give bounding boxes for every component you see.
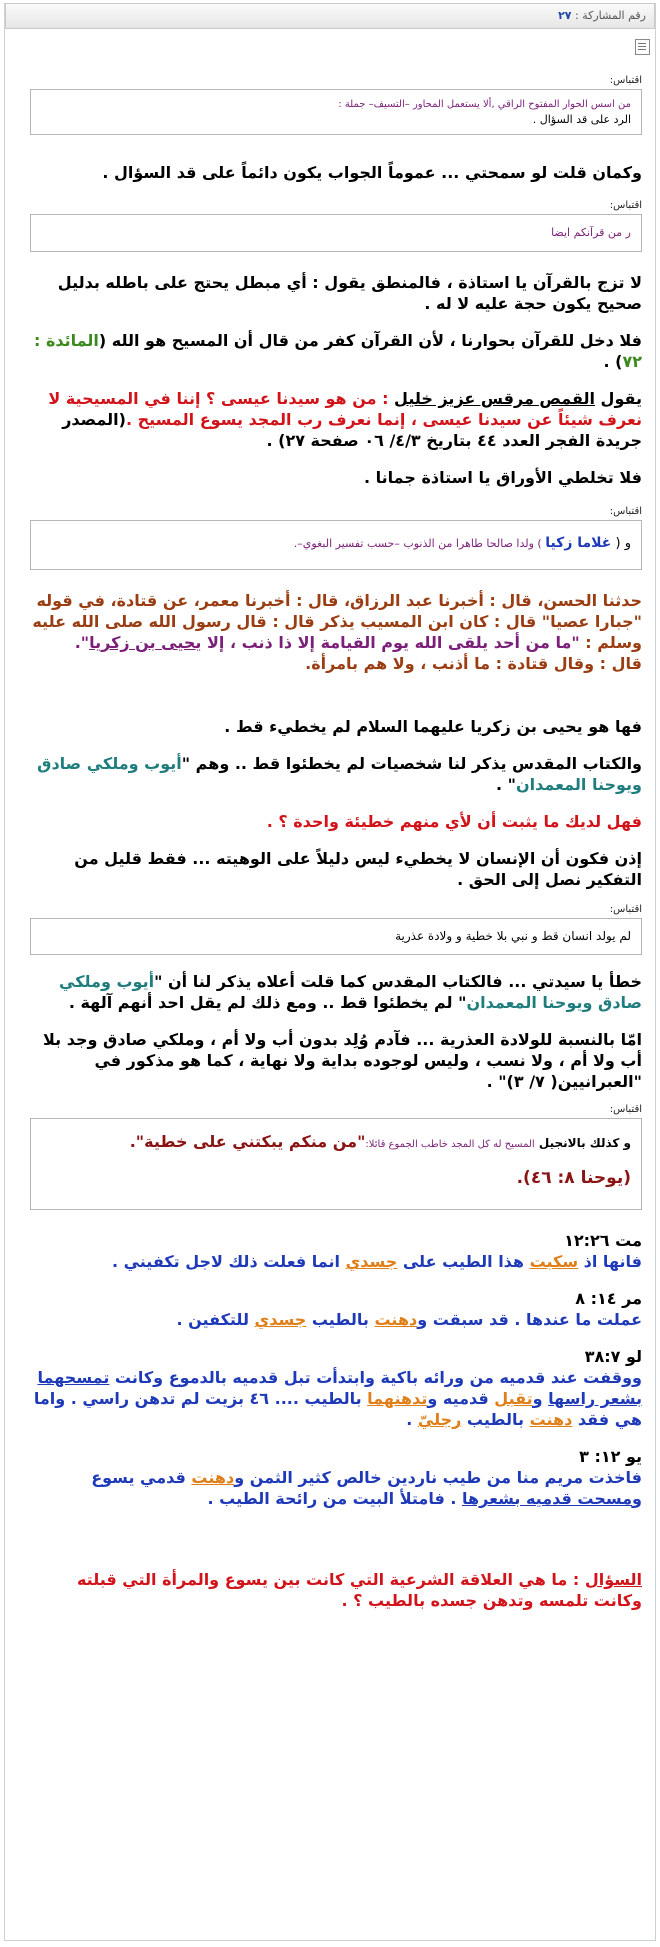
text-span: بالطيب <box>306 1310 375 1329</box>
bible-reference: (يوحنا ٨: ٤٦). <box>516 1168 631 1188</box>
text-span: فلا دخل للقرآن بحوارنا ، لأن القرآن كفر من قال أن المسيح هو الله ( <box>98 331 642 350</box>
quote-label: اقتباس: <box>609 75 642 86</box>
quote-label: اقتباس: <box>609 1104 642 1115</box>
post <box>4 3 656 1941</box>
quote-text: ر من قرآنكم ايضا <box>551 226 631 239</box>
text-span: قدمي يسوع و <box>91 1468 642 1508</box>
hadith-text: قال : وقال قتادة : ما أذنب ، ولا هم بامرأة. <box>305 654 642 673</box>
quote-block-1 <box>30 75 642 135</box>
quote-label: اقتباس: <box>609 904 642 915</box>
verse-reference: لو ٣٨:٧ <box>584 1347 642 1366</box>
quote-block-3 <box>30 506 642 570</box>
quote-text: المسيح له كل المجد خاطب الجموع قائلا: <box>365 1139 535 1150</box>
verse-highlight: جسدي <box>254 1310 307 1329</box>
text-span: عملت ما عندها . قد سبقت و <box>417 1310 642 1329</box>
text-span: فاخذت مريم منا من طيب ناردين خالص كثير الثمن و <box>234 1468 642 1487</box>
hadith-text: ". <box>74 633 90 652</box>
text-span: للتكفين . <box>176 1310 255 1329</box>
names-highlight: أيوب وملكي صادق ويوحنا المعمدان <box>59 972 642 1012</box>
verse-highlight: مسحت قدميه بشعرها <box>462 1489 633 1508</box>
post-number[interactable]: ٢٧ <box>558 9 572 22</box>
verse-highlight: رجليّ <box>417 1410 462 1429</box>
paragraph <box>30 388 642 451</box>
verse-reference: يو ١٢: ٣ <box>579 1447 642 1466</box>
post-number-label: رقم المشاركة : <box>571 9 646 22</box>
verse-highlight: تدهنهما <box>367 1389 428 1408</box>
paragraph: وكمان قلت لو سمحتي ... عموماً الجواب يكون دائماً على قد السؤال . <box>102 163 642 182</box>
verse-reference: مر ١٤: ٨ <box>575 1289 642 1308</box>
verse-text <box>30 1251 642 1272</box>
verse-reference: مت ١٢:٢٦ <box>564 1231 642 1250</box>
post-content <box>30 75 642 1611</box>
quote-block-4 <box>30 904 642 955</box>
hadith-text: "ما من أحد يلقى الله يوم القيامة إلا ذا ذنب ، إلا <box>201 633 580 652</box>
names-highlight: أيوب وملكي صادق ويوحنا المعمدان <box>37 754 642 794</box>
verse-highlight: تمسحهما بشعر راسها <box>37 1368 642 1408</box>
author-name: القمص مرقس عزيز خليل <box>394 389 595 408</box>
quote-box <box>30 918 642 955</box>
quote-text: و كذلك بالانجيل <box>534 1136 631 1150</box>
verse-highlight: سكبت <box>529 1252 579 1271</box>
paragraph: فهل لديك ما يثبت أن لأي منهم خطيئة واحدة ؟ . <box>266 812 642 831</box>
paragraph <box>30 753 642 795</box>
paragraph: إذن فكون أن الإنسان لا يخطيء ليس دليلاً على الوهيته ... فقط قليل من التفكير نصل إلى الحق . <box>74 849 642 889</box>
text-span: بالطيب .... ٤٦ بزيت لم تدهن راسي . واما هي فقد <box>33 1389 642 1429</box>
verse-text <box>30 1467 642 1509</box>
text-span: فانها اذ <box>578 1252 642 1271</box>
quote-box <box>30 1118 642 1210</box>
quote-text: ) ولدا صالحا طاهرا من الذنوب –حسب تفسير البغوي–. <box>293 537 546 550</box>
verse-highlight: جسدي <box>345 1252 398 1271</box>
quote-box <box>30 214 642 252</box>
paragraph <box>30 1569 642 1611</box>
quote-box <box>30 89 642 135</box>
quote-text: الرد على قد السؤال . <box>532 113 631 126</box>
paragraph <box>30 971 642 1013</box>
quote-box <box>30 520 642 570</box>
text-span: خطأ يا سيدتي ... فالكتاب المقدس كما قلت أعلاه يذكر لنا أن " <box>154 972 642 991</box>
text-span: يقول <box>594 389 642 408</box>
paragraph: امّا بالنسبة للولادة العذرية ... فآدم وُلِد بدون أب ولا أم ، وملكي صادق وجد بلا أب ولا أم ، ولا نسب ، وليس لوجوده بداية ولا نهاية ، كما هو مذكور في "العبرانيين( ٧/ ٣)" . <box>43 1030 642 1091</box>
verse-highlight: دهنت <box>374 1310 418 1329</box>
post-icon <box>635 39 650 55</box>
quote-text: من اسس الحوار المفتوح الراقي ,ألا يستعمل المحاور –التسيف– جملة : <box>338 99 631 110</box>
post-header <box>5 3 655 29</box>
text-span: ووقفت عند قدميه من ورائه باكية وابتدأت تبل قدميه بالدموع وكانت <box>109 1368 642 1387</box>
quote-block-2 <box>30 200 642 252</box>
verse-highlight: دهنت <box>191 1468 235 1487</box>
text-span: . فامتلأ البيت من رائحة الطيب . <box>207 1489 463 1508</box>
quote-label: اقتباس: <box>609 506 642 517</box>
text-span: و <box>532 1389 549 1408</box>
verse-text <box>30 1367 642 1430</box>
paragraph <box>30 330 642 372</box>
text-span: بالطيب <box>461 1410 530 1429</box>
quote-text: و ( <box>611 536 631 551</box>
hadith-name: يحيى بن زكريا <box>89 633 202 652</box>
quote-highlight: "من منكم يبكتني على خطية". <box>129 1132 366 1151</box>
text-span: انما فعلت ذلك لاجل تكفيني . <box>111 1252 346 1271</box>
text-span: " لم يخطئوا قط .. ومع ذلك لم يقل احد أنهم آلهة . <box>68 993 467 1012</box>
source-reference: (المصدر جريدة الفجر العدد ٤٤ بتاريخ ٤/٣/ ٠٦ صفحة ٢٧) . <box>62 410 642 450</box>
paragraph: فها هو يحيى بن زكريا عليهما السلام لم يخطيء قط . <box>224 717 642 736</box>
paragraph: فلا تخلطي الأوراق يا استاذة جمانا . <box>363 468 642 487</box>
text-span: ) . <box>603 352 623 371</box>
quran-reference: المائدة : ٧٢ <box>33 331 642 371</box>
quote-text: : من هو سيدنا عيسى ؟ إننا في المسيحية لا نعرف شيئاً عن سيدنا عيسى ، إنما نعرف رب المجد يسوع المسيح . <box>48 389 642 429</box>
text-span: . <box>406 1410 418 1429</box>
paragraph: لا تزج بالقرآن يا استاذة ، فالمنطق يقول : أي مبطل يحتج على باطله بدليل صحيح يكون حجة عليه لا له . <box>57 273 642 313</box>
text-span: " . <box>496 775 517 794</box>
verse-highlight: تقبل <box>494 1389 533 1408</box>
verse-highlight: دهنت <box>529 1410 573 1429</box>
quote-block-5 <box>30 1104 642 1210</box>
quote-label: اقتباس: <box>609 200 642 211</box>
question-label: السؤال <box>584 1570 642 1589</box>
text-span: قدميه و <box>427 1389 495 1408</box>
question-text: : ما هي العلاقة الشرعية التي كانت بين يسوع والمرأة التي قبلته وكانت تلمسه وتدهن جسده بالطيب ؟ . <box>76 1570 642 1610</box>
text-span: هذا الطيب على <box>397 1252 530 1271</box>
quote-text: لم يولد انسان قط و نبي بلا خطية و ولادة عذرية <box>395 929 631 943</box>
paragraph <box>30 590 642 674</box>
text-span: والكتاب المقدس يذكر لنا شخصيات لم يخطئوا قط .. وهم " <box>181 754 642 773</box>
hadith-chain: حدثنا الحسن، قال : أخبرنا عبد الرزاق، قال : أخبرنا معمر، عن قتادة، في قوله "جبارا عصيا" قال : كان ابن المسيب يذكر قال : قال رسول الله صلى الله عليه وسلم : <box>32 591 642 652</box>
verse-text <box>30 1309 642 1330</box>
quote-highlight: غلاما زكيا <box>545 535 612 551</box>
